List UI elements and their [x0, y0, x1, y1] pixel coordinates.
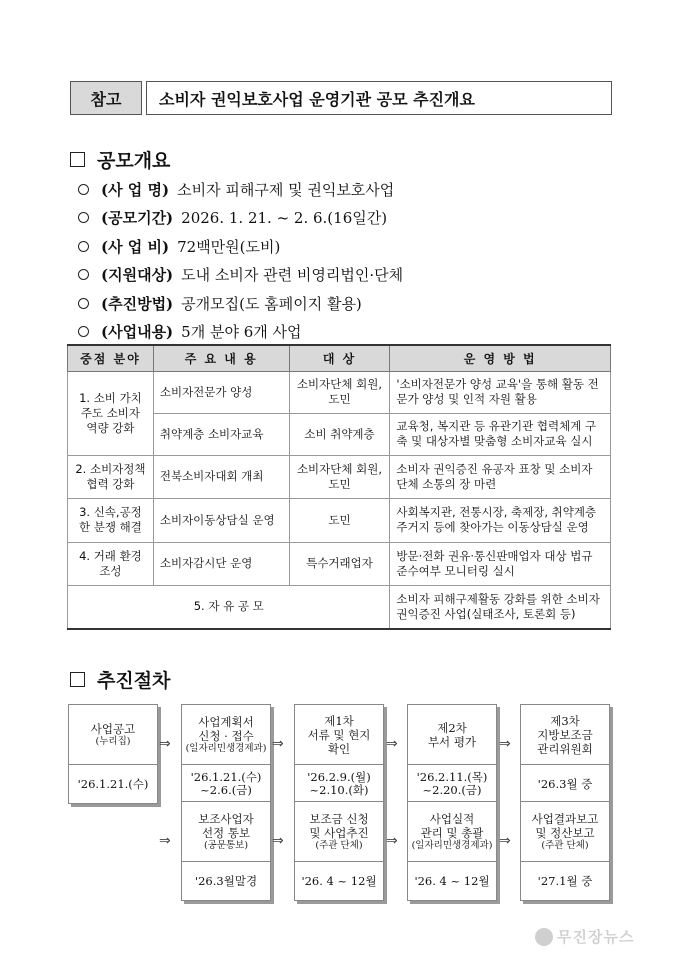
content-cell: 전북소비자대회 개최 — [153, 455, 289, 498]
column-header: 중점 분야 — [68, 345, 154, 371]
table-row — [68, 585, 611, 629]
target-cell: 특수거래업자 — [289, 542, 390, 585]
arrow-right-icon: ⇒ — [386, 833, 398, 849]
target-cell: 도민 — [289, 498, 390, 542]
arrow-right-icon: ⇒ — [159, 736, 171, 752]
overview-item: (지원대상) 도내 소비자 관련 비영리법인·단체 — [78, 261, 403, 290]
method-cell: 사회복지관, 전통시장, 축제장, 취약계층 주거지 등에 찾아가는 이동상담실 운영 — [390, 498, 611, 542]
overview-item: (추진방법) 공개모집(도 홈페이지 활용) — [78, 289, 403, 318]
method-cell: 교육청, 복지관 등 유관기관 협력체계 구축 및 대상자별 맞춤형 소비자교육 실시 — [390, 413, 611, 455]
method-cell: 소비자 피해구제활동 강화를 위한 소비자 권익증진 사업(실태조사, 토론회 등) — [390, 585, 611, 629]
column-header: 주 요 내 용 — [153, 345, 289, 371]
content-cell: 소비자전문가 양성 — [153, 371, 289, 413]
square-bullet-icon — [70, 672, 85, 687]
focus-area-cell: 2. 소비자정책 협력 강화 — [68, 455, 154, 498]
method-cell: 소비자 권익증진 유공자 표창 및 소비자 단체 소통의 장 마련 — [390, 455, 611, 498]
process-step-2: 사업계획서 신청 · 접수 (일자리민생경제과) '26.1.21.(수) ~2.6.(금) — [181, 704, 271, 804]
focus-area-cell: 3. 신속,공정한 분쟁 해결 — [68, 498, 154, 542]
process-step-1: 사업공고 (누리집) '26.1.21.(수) — [68, 704, 158, 804]
target-cell: 소비 취약계층 — [289, 413, 390, 455]
circle-bullet-icon — [78, 326, 89, 337]
section-heading-overview — [70, 146, 170, 173]
document-title: 소비자 권익보호사업 운영기관 공모 추진개요 — [146, 81, 612, 115]
process-step-9: 사업결과보고 및 정산보고 (주관 단체) '27.1월 중 — [520, 801, 610, 901]
arrow-right-icon: ⇒ — [386, 736, 398, 752]
content-cell: 소비자감시단 운영 — [153, 542, 289, 585]
arrow-right-icon: ⇒ — [499, 833, 511, 849]
section-heading-text: 공모개요 — [97, 150, 171, 172]
square-bullet-icon — [70, 152, 85, 167]
overview-item: (사 업 비) 72백만원(도비) — [78, 232, 403, 261]
table-row — [68, 371, 611, 413]
content-cell: 소비자이동상담실 운영 — [153, 498, 289, 542]
watermark: 무진장뉴스 — [535, 926, 634, 947]
content-cell: 취약계층 소비자교육 — [153, 413, 289, 455]
focus-area-cell: 5. 자 유 공 모 — [68, 585, 390, 629]
focus-area-cell: 4. 거래 환경 조성 — [68, 542, 154, 585]
program-table — [67, 344, 611, 630]
column-header: 대 상 — [289, 345, 390, 371]
circle-bullet-icon — [78, 269, 89, 280]
overview-list — [78, 175, 403, 346]
table-row — [68, 542, 611, 585]
watermark-logo-icon — [535, 928, 553, 946]
process-step-5: 제3차 지방보조금 관리위원회 '26.3월 중 — [520, 704, 610, 804]
overview-item: (사 업 명) 소비자 피해구제 및 권익보호사업 — [78, 175, 403, 204]
process-step-7: 보조금 신청 및 사업추진 (주관 단체) '26. 4 ~ 12월 — [294, 801, 384, 901]
circle-bullet-icon — [78, 241, 89, 252]
target-cell: 소비자단체 회원, 도민 — [289, 371, 390, 413]
process-step-8: 사업실적 관리 및 총괄 (일자리민생경제과) '26. 4 ~ 12월 — [407, 801, 497, 901]
title-tag: 참고 — [70, 81, 142, 115]
overview-item: (사업내용) 5개 분야 6개 사업 — [78, 318, 403, 347]
section-heading-procedure — [70, 666, 170, 693]
method-cell: 방문·전화 권유·통신판매업자 대상 법규 준수여부 모니터링 실시 — [390, 542, 611, 585]
table-header-row — [68, 345, 611, 371]
arrow-right-icon: ⇒ — [159, 833, 171, 849]
overview-item: (공모기간) 2026. 1. 21. ~ 2. 6.(16일간) — [78, 204, 403, 233]
circle-bullet-icon — [78, 184, 89, 195]
title-bar — [70, 81, 612, 115]
column-header: 운 영 방 법 — [390, 345, 611, 371]
method-cell: '소비자전문가 양성 교육'을 통해 활동 전문가 양성 및 인적 자원 활용 — [390, 371, 611, 413]
arrow-right-icon: ⇒ — [499, 736, 511, 752]
table-row — [68, 498, 611, 542]
circle-bullet-icon — [78, 212, 89, 223]
arrow-right-icon: ⇒ — [272, 833, 284, 849]
process-step-3: 제1차 서류 및 현지 확인 '26.2.9.(월) ~2.10.(화) — [294, 704, 384, 804]
section-heading-text: 추진절차 — [97, 670, 171, 692]
arrow-right-icon: ⇒ — [272, 736, 284, 752]
table-row — [68, 455, 611, 498]
process-step-4: 제2차 부서 평가 '26.2.11.(목) ~2.20.(금) — [407, 704, 497, 804]
circle-bullet-icon — [78, 298, 89, 309]
process-step-6: 보조사업자 선정 통보 (공문통보) '26.3월말경 — [181, 801, 271, 901]
target-cell: 소비자단체 회원, 도민 — [289, 455, 390, 498]
focus-area-cell: 1. 소비 가치 주도 소비자 역량 강화 — [68, 371, 154, 455]
